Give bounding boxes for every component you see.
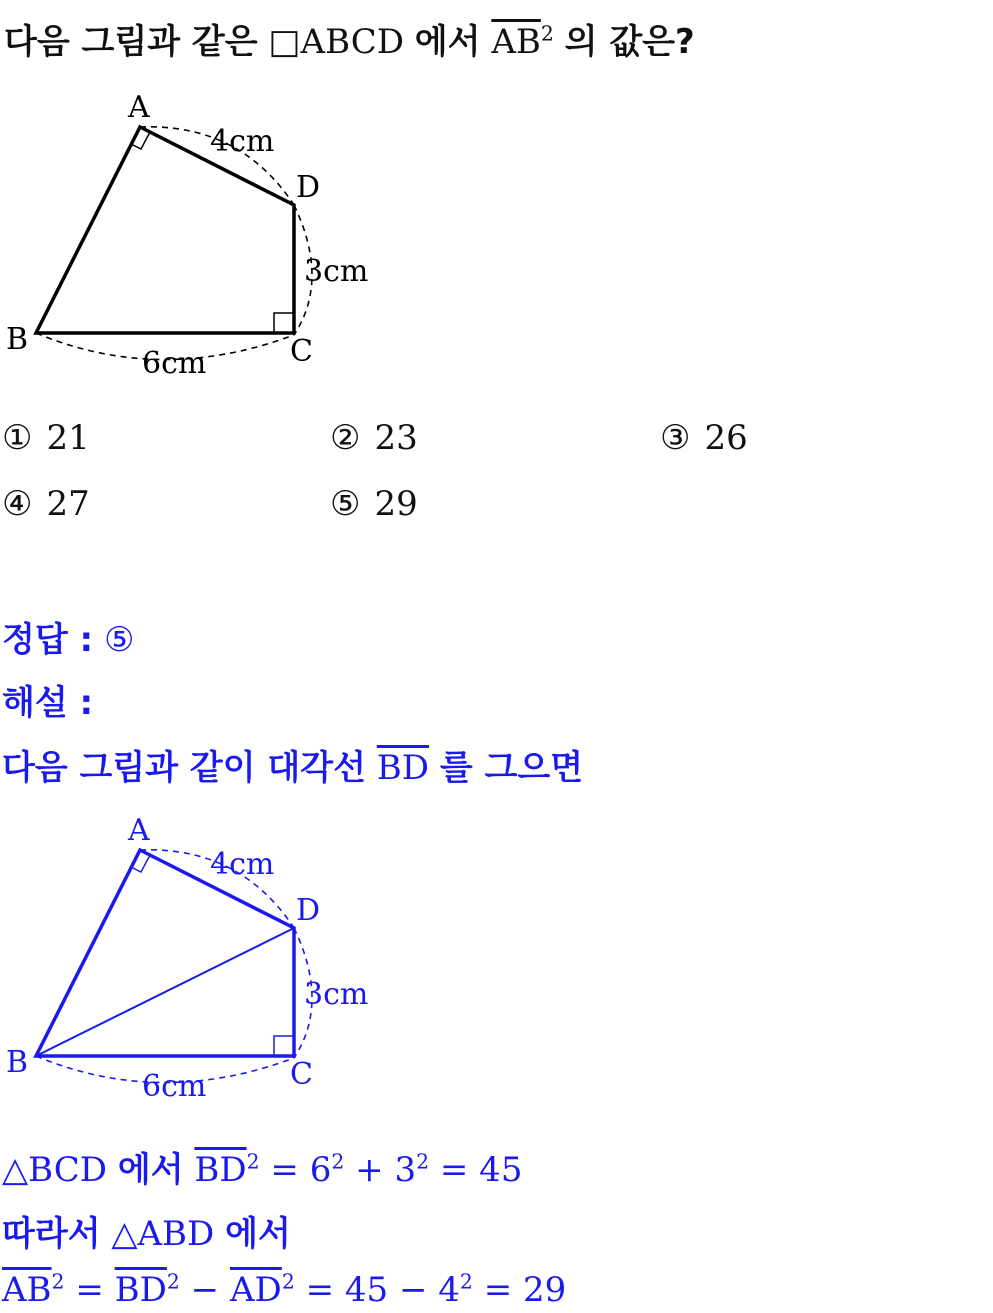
option-1-number: ① xyxy=(2,418,33,458)
line2-eq2: = 45 xyxy=(429,1150,523,1190)
option-2[interactable] xyxy=(330,418,418,458)
explanation-label-text: 해설 : xyxy=(2,683,94,723)
line4-rest: = 45 − 4 xyxy=(294,1270,460,1310)
line1-a: 다음 그림과 같이 대각선 xyxy=(2,748,366,788)
option-4[interactable] xyxy=(2,484,90,524)
quadrilateral-figure xyxy=(0,85,400,385)
line4-seg3: $\overline{AD}$ xyxy=(229,1270,282,1310)
option-1-value: 21 xyxy=(46,418,90,458)
label-c: C xyxy=(290,334,313,369)
label-d-2: D xyxy=(296,893,321,928)
line2-p2: 2 xyxy=(416,1149,430,1174)
shape-name: ABCD xyxy=(300,22,404,62)
square-symbol: □ xyxy=(268,22,301,62)
line4-p1: 2 xyxy=(51,1269,65,1294)
explanation-label xyxy=(2,675,93,724)
right-angle-c-2 xyxy=(274,1036,294,1056)
line2-mid: 에서 xyxy=(117,1150,184,1190)
question-mid: 에서 xyxy=(414,22,481,62)
diagonal-bd xyxy=(36,928,294,1056)
line1-b: 를 그으면 xyxy=(439,748,584,788)
label-a: A xyxy=(128,90,150,125)
explanation-line-1 xyxy=(2,740,583,789)
question-suffix: 의 값은? xyxy=(564,22,695,62)
question-text xyxy=(4,14,695,63)
length-dc-2: 3cm xyxy=(304,977,369,1012)
option-5-value: 29 xyxy=(374,484,418,524)
line4-seg2: $\overline{BD}$ xyxy=(114,1270,167,1310)
option-3-value: 26 xyxy=(704,418,748,458)
line4-p3: 2 xyxy=(281,1269,295,1294)
quadrilateral-figure-diagonal xyxy=(0,808,400,1108)
length-bc-2: 6cm xyxy=(142,1069,207,1104)
length-bc: 6cm xyxy=(142,346,207,381)
right-angle-c xyxy=(274,313,294,333)
label-b: B xyxy=(6,322,29,357)
option-4-value: 27 xyxy=(46,484,90,524)
line4-eq: = xyxy=(64,1270,115,1310)
line4-p2: 2 xyxy=(166,1269,180,1294)
label-a-2: A xyxy=(128,813,150,848)
option-3-number: ③ xyxy=(660,418,691,458)
line4-p4: 2 xyxy=(459,1269,473,1294)
line2-plus: + 3 xyxy=(344,1150,417,1190)
option-1[interactable] xyxy=(2,418,90,458)
line2-segment: $\overline{BD}$ xyxy=(194,1150,247,1190)
triangle-bcd: △BCD xyxy=(2,1150,108,1190)
option-4-number: ④ xyxy=(2,484,33,524)
label-b-2: B xyxy=(6,1045,29,1080)
line4-seg1: $\overline{AB}$ xyxy=(2,1270,52,1310)
power: 2 xyxy=(540,21,554,46)
option-5[interactable] xyxy=(330,484,418,524)
answer-label: 정답 : xyxy=(2,620,94,660)
option-3[interactable] xyxy=(660,418,748,458)
line3-a: 따라서 xyxy=(2,1214,101,1254)
line4-end: = 29 xyxy=(472,1270,567,1310)
label-d: D xyxy=(296,170,321,205)
line1-segment: $\overline{BD}$ xyxy=(376,748,430,788)
triangle-abd: △ABD xyxy=(111,1214,215,1254)
length-ad: 4cm xyxy=(210,124,275,159)
option-5-number: ⑤ xyxy=(330,484,361,524)
option-2-value: 23 xyxy=(374,418,418,458)
length-dc: 3cm xyxy=(304,254,369,289)
line4-minus: − xyxy=(179,1270,230,1310)
length-ad-2: 4cm xyxy=(210,847,275,882)
line2-power: 2 xyxy=(246,1149,260,1174)
answer-value: ⑤ xyxy=(103,620,135,660)
explanation-line-2 xyxy=(2,1142,522,1191)
label-c-2: C xyxy=(290,1057,313,1092)
explanation-line-3 xyxy=(2,1206,291,1255)
line3-b: 에서 xyxy=(225,1214,291,1254)
option-2-number: ② xyxy=(330,418,361,458)
answer-line xyxy=(2,612,134,661)
question-prefix: 다음 그림과 같은 xyxy=(4,22,258,62)
line2-eq1: = 6 xyxy=(259,1150,332,1190)
segment-ab: $\overline{AB}$ xyxy=(491,22,541,62)
explanation-line-4 xyxy=(2,1270,566,1310)
line2-p1: 2 xyxy=(331,1149,345,1174)
